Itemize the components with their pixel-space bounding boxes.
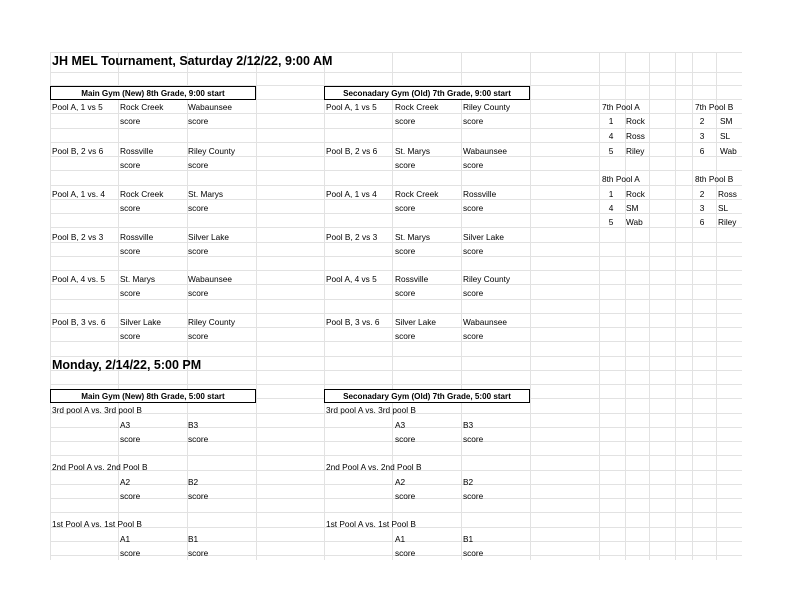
pool-seed: 2 — [699, 189, 705, 199]
score-cell[interactable]: score — [463, 548, 484, 558]
team-name: St. Marys — [395, 232, 431, 242]
score-cell[interactable]: score — [120, 434, 141, 444]
pool-team: Rock — [626, 116, 645, 126]
pool-seed: 1 — [608, 116, 614, 126]
game-label: Pool B, 2 vs 6 — [326, 146, 378, 156]
spreadsheet — [50, 52, 742, 560]
game-label: Pool A, 4 vs 5 — [326, 274, 377, 284]
game-label: Pool B, 2 vs 3 — [52, 232, 104, 242]
score-cell[interactable]: score — [463, 491, 484, 501]
pool-title-8th-a: 8th Pool A — [602, 174, 640, 184]
game-label: Pool A, 1 vs 4 — [326, 189, 377, 199]
score-cell[interactable]: score — [120, 203, 141, 213]
team-name: A2 — [120, 477, 131, 487]
game-label: 1st Pool A vs. 1st Pool B — [52, 519, 142, 529]
game-label: Pool A, 1 vs 5 — [326, 102, 377, 112]
score-cell[interactable]: score — [463, 434, 484, 444]
score-cell[interactable]: score — [188, 548, 209, 558]
pool-team: Rock — [626, 189, 645, 199]
score-cell[interactable]: score — [463, 116, 484, 126]
pool-seed: 5 — [608, 217, 614, 227]
team-name: A3 — [395, 420, 406, 430]
pool-team: SL — [720, 131, 731, 141]
score-cell[interactable]: score — [463, 288, 484, 298]
team-name: Riley County — [463, 102, 511, 112]
score-cell[interactable]: score — [188, 491, 209, 501]
team-name: B2 — [463, 477, 474, 487]
score-cell[interactable]: score — [395, 331, 416, 341]
game-label: 2nd Pool A vs. 2nd Pool B — [326, 462, 422, 472]
team-name: A1 — [395, 534, 406, 544]
pool-seed: 6 — [699, 146, 705, 156]
score-cell[interactable]: score — [395, 246, 416, 256]
team-name: Wabaunsee — [463, 317, 507, 327]
team-name: Rossville — [120, 232, 154, 242]
team-name: Rock Creek — [395, 189, 439, 199]
team-name: Riley County — [463, 274, 511, 284]
team-name: Rock Creek — [120, 189, 164, 199]
pool-seed: 4 — [608, 203, 614, 213]
team-name: Rock Creek — [120, 102, 164, 112]
score-cell[interactable]: score — [395, 160, 416, 170]
game-label: Pool A, 1 vs 5 — [52, 102, 103, 112]
team-name: A2 — [395, 477, 406, 487]
team-name: St. Marys — [395, 146, 431, 156]
score-cell[interactable]: score — [120, 331, 141, 341]
score-cell[interactable]: score — [463, 331, 484, 341]
pool-team: Wab — [626, 217, 643, 227]
team-name: St. Marys — [188, 189, 224, 199]
score-cell[interactable]: score — [395, 434, 416, 444]
monday-secondary-gym-header: Seconadary Gym (Old) 7th Grade, 5:00 start — [324, 389, 530, 403]
score-cell[interactable]: score — [395, 116, 416, 126]
pool-seed: 2 — [699, 116, 705, 126]
pool-team: Riley — [626, 146, 645, 156]
score-cell[interactable]: score — [120, 491, 141, 501]
pool-team: Riley — [718, 217, 737, 227]
pool-seed: 1 — [608, 189, 614, 199]
score-cell[interactable]: score — [463, 160, 484, 170]
team-name: B3 — [463, 420, 474, 430]
score-cell[interactable]: score — [463, 203, 484, 213]
team-name: Riley County — [188, 146, 236, 156]
pool-seed: 4 — [608, 131, 614, 141]
monday-main-gym-header: Main Gym (New) 8th Grade, 5:00 start — [50, 389, 256, 403]
team-name: Silver Lake — [463, 232, 505, 242]
score-cell[interactable]: score — [188, 288, 209, 298]
team-name: Rossville — [395, 274, 429, 284]
score-cell[interactable]: score — [188, 246, 209, 256]
game-label: 2nd Pool A vs. 2nd Pool B — [52, 462, 148, 472]
team-name: Rossville — [120, 146, 154, 156]
score-cell[interactable]: score — [188, 331, 209, 341]
team-name: B1 — [188, 534, 199, 544]
game-label: 3rd pool A vs. 3rd pool B — [52, 405, 142, 415]
team-name: A3 — [120, 420, 131, 430]
saturday-title: JH MEL Tournament, Saturday 2/12/22, 9:00 AM — [52, 54, 333, 68]
score-cell[interactable]: score — [395, 491, 416, 501]
game-label: Pool B, 3 vs. 6 — [326, 317, 380, 327]
team-name: Wabaunsee — [463, 146, 507, 156]
team-name: Silver Lake — [188, 232, 230, 242]
team-name: B3 — [188, 420, 199, 430]
pool-seed: 3 — [699, 131, 705, 141]
score-cell[interactable]: score — [120, 288, 141, 298]
pool-team: SM — [720, 116, 733, 126]
team-name: Wabaunsee — [188, 102, 232, 112]
saturday-main-gym-header: Main Gym (New) 8th Grade, 9:00 start — [50, 86, 256, 100]
score-cell[interactable]: score — [120, 116, 141, 126]
team-name: B2 — [188, 477, 199, 487]
score-cell[interactable]: score — [395, 548, 416, 558]
team-name: St. Marys — [120, 274, 156, 284]
team-name: B1 — [463, 534, 474, 544]
score-cell[interactable]: score — [395, 203, 416, 213]
game-label: Pool B, 2 vs 3 — [326, 232, 378, 242]
game-label: Pool A, 1 vs. 4 — [52, 189, 106, 199]
saturday-secondary-gym-header: Seconadary Gym (Old) 7th Grade, 9:00 start — [324, 86, 530, 100]
pool-team: SM — [626, 203, 639, 213]
game-label: Pool B, 2 vs 6 — [52, 146, 104, 156]
monday-title: Monday, 2/14/22, 5:00 PM — [52, 358, 202, 372]
score-cell[interactable]: score — [120, 246, 141, 256]
team-name: Rock Creek — [395, 102, 439, 112]
pool-seed: 5 — [608, 146, 614, 156]
pool-team: Wab — [720, 146, 737, 156]
team-name: Rossville — [463, 189, 497, 199]
pool-team: Ross — [626, 131, 645, 141]
score-cell[interactable]: score — [188, 434, 209, 444]
team-name: Riley County — [188, 317, 236, 327]
pool-seed: 6 — [699, 217, 705, 227]
game-label: 3rd pool A vs. 3rd pool B — [326, 405, 416, 415]
score-cell[interactable]: score — [395, 288, 416, 298]
pool-seed: 3 — [699, 203, 705, 213]
pool-team: SL — [718, 203, 729, 213]
team-name: Silver Lake — [120, 317, 162, 327]
pool-team: Ross — [718, 189, 737, 199]
game-label: Pool A, 4 vs. 5 — [52, 274, 106, 284]
score-cell[interactable]: score — [188, 116, 209, 126]
team-name: Wabaunsee — [188, 274, 232, 284]
score-cell[interactable]: score — [188, 160, 209, 170]
score-cell[interactable]: score — [120, 548, 141, 558]
game-label: Pool B, 3 vs. 6 — [52, 317, 106, 327]
score-cell[interactable]: score — [463, 246, 484, 256]
team-name: A1 — [120, 534, 131, 544]
team-name: Silver Lake — [395, 317, 437, 327]
score-cell[interactable]: score — [188, 203, 209, 213]
pool-title-7th-a: 7th Pool A — [602, 102, 640, 112]
pool-title-7th-b: 7th Pool B — [695, 102, 734, 112]
score-cell[interactable]: score — [120, 160, 141, 170]
game-label: 1st Pool A vs. 1st Pool B — [326, 519, 416, 529]
pool-title-8th-b: 8th Pool B — [695, 174, 734, 184]
